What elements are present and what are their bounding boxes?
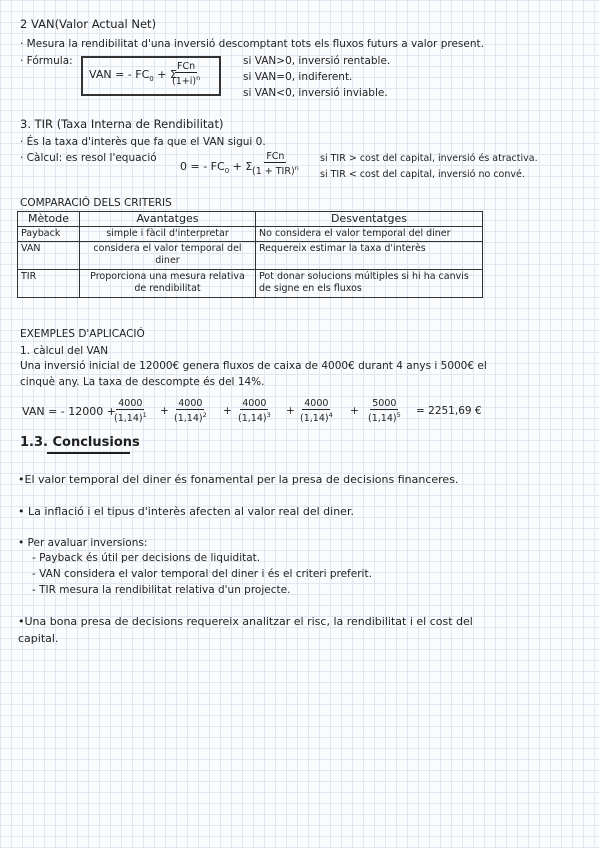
tir-calculation: · Càlcul: es resol l'equació	[20, 152, 157, 164]
header-method: Mètode	[18, 212, 80, 227]
conclusion-sub-van: - VAN considera el valor temporal del diner i és el criteri preferit.	[32, 568, 372, 580]
conclusions-underline	[47, 452, 130, 454]
van-heading: 2 VAN(Valor Actual Net)	[20, 17, 157, 31]
tir-formula: 0 = - $FC_0 + \Sigma$	[180, 160, 253, 176]
comparison-table	[17, 211, 483, 298]
cell-method: TIR	[18, 270, 80, 298]
example-term-4: $\frac{4000}{(1,14)^4}$	[300, 398, 333, 425]
van-case-positive: si VAN>0, inversió rentable.	[243, 55, 391, 67]
table-row	[18, 270, 483, 298]
van-definition: · Mesura la rendibilitat d'una inversió descomptant tots els fluxos futurs a valor present.	[20, 38, 484, 50]
plus-sign: +	[350, 405, 359, 417]
tir-case-not-worth: si TIR < cost del capital, inversió no convé.	[320, 169, 525, 180]
conclusion-point-2: • La inflació i el tipus d'interès afecten al valor real del diner.	[18, 505, 354, 518]
cell-disadvantage: No considera el valor temporal del diner	[256, 227, 483, 242]
cell-advantage: Proporciona una mesura relativa de rendibilitat	[80, 270, 256, 298]
cell-method: VAN	[18, 242, 80, 270]
example-equation-left: VAN = - 12000 +	[22, 405, 116, 418]
example-result: = 2251,69 €	[416, 405, 482, 417]
van-case-negative: si VAN<0, inversió inviable.	[243, 87, 388, 99]
van-formula: VAN = - $FC_0 + \Sigma$	[89, 68, 177, 84]
header-advantages: Avantatges	[80, 212, 256, 227]
tir-heading: 3. TIR (Taxa Interna de Rendibilitat)	[20, 117, 224, 131]
examples-subtitle: 1. càlcul del VAN	[20, 345, 109, 357]
conclusion-point-1: •El valor temporal del diner és fonamental per la presa de decisions financeres.	[18, 473, 459, 486]
van-case-zero: si VAN=0, indiferent.	[243, 71, 353, 83]
plus-sign: +	[286, 405, 295, 417]
plus-sign: +	[160, 405, 169, 417]
example-term-3: $\frac{4000}{(1,14)^3}$	[238, 398, 271, 425]
conclusions-heading: 1.3. Conclusions	[20, 435, 140, 450]
header-disadvantages: Desventatges	[256, 212, 483, 227]
van-formula-fraction: FCn $(1+i)^n$	[172, 61, 201, 88]
cell-method: Payback	[18, 227, 80, 242]
conclusion-sub-tir: - TIR mesura la rendibilitat relativa d'un projecte.	[32, 584, 291, 596]
conclusion-point-4-line2: capital.	[18, 632, 59, 645]
example-term-5: $\frac{5000}{(1,14)^5}$	[368, 398, 401, 425]
tir-case-attractive: si TIR > cost del capital, inversió és atractiva.	[320, 153, 538, 164]
conclusion-sub-payback: - Payback és útil per decisions de liquiditat.	[32, 552, 261, 564]
cell-disadvantage: Requereix estimar la taxa d'interès	[256, 242, 483, 270]
example-term-2: $\frac{4000}{(1,14)^2}$	[174, 398, 207, 425]
tir-definition: · És la taxa d'interès que fa que el VAN sigui 0.	[20, 136, 266, 148]
example-statement-line2: cinquè any. La taxa de descompte és del 14%.	[20, 376, 265, 388]
cell-advantage: simple i fàcil d'interpretar	[80, 227, 256, 242]
table-header-row	[18, 212, 483, 227]
cell-disadvantage: Pot donar solucions múltiples si hi ha canvis de signe en els fluxos	[256, 270, 483, 298]
conclusion-point-3: • Per avaluar inversions:	[18, 537, 148, 549]
van-formula-label: · Fórmula:	[20, 55, 73, 67]
plus-sign: +	[223, 405, 232, 417]
tir-formula-fraction: FCn (1 + TIR)$^n$	[252, 151, 299, 178]
table-row	[18, 227, 483, 242]
cell-advantage: considera el valor temporal del diner	[80, 242, 256, 270]
example-term-1: $\frac{4000}{(1,14)^1}$	[114, 398, 147, 425]
example-statement-line1: Una inversió inicial de 12000€ genera fluxos de caixa de 4000€ durant 4 anys i 5000€ el	[20, 360, 487, 372]
examples-heading: EXEMPLES D'APLICACIÓ	[20, 328, 145, 340]
table-row	[18, 242, 483, 270]
conclusion-point-4-line1: •Una bona presa de decisions requereix analitzar el risc, la rendibilitat i el cost del	[18, 615, 473, 628]
comparison-heading: COMPARACIÓ DELS CRITERIS	[20, 197, 172, 209]
